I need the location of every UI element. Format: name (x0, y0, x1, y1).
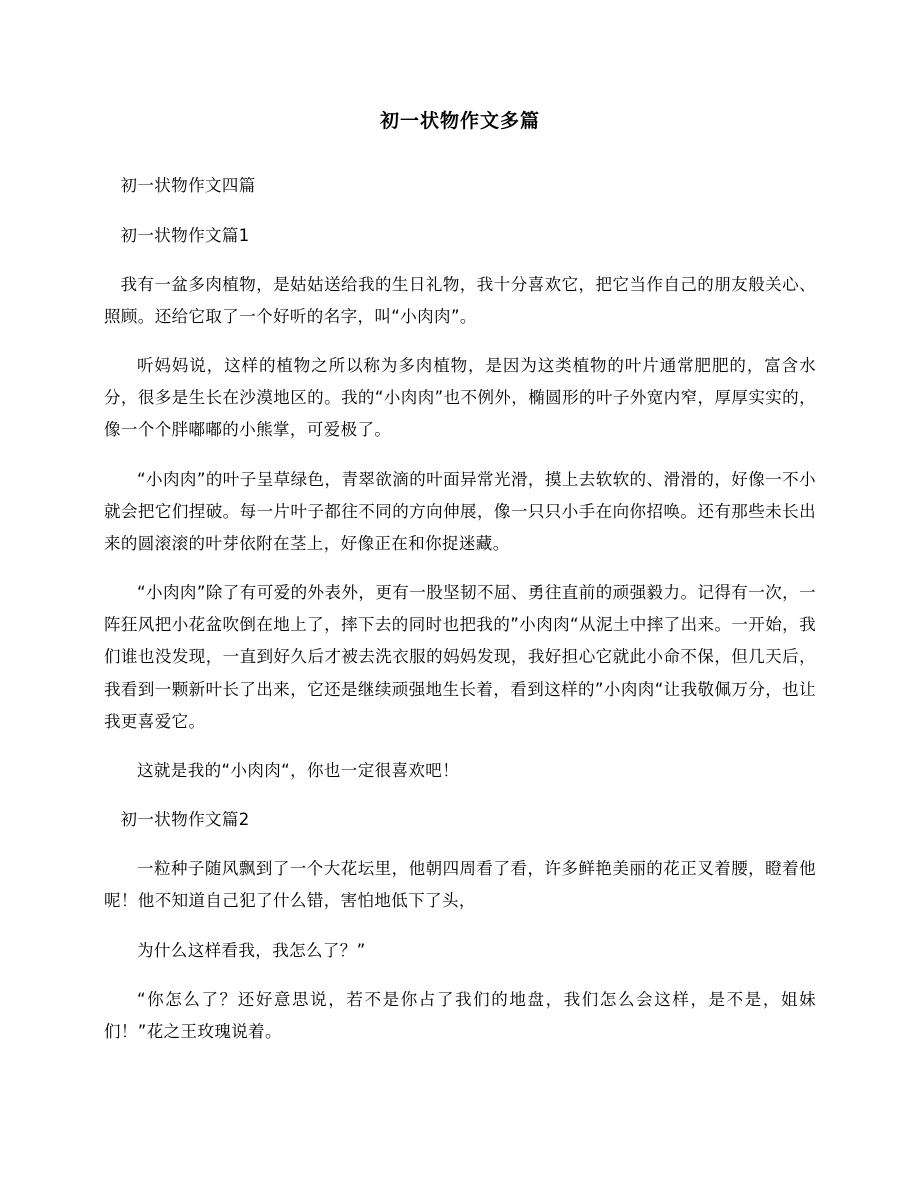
paragraph: 为什么这样看我，我怎么了？” (137, 940, 366, 960)
paragraph: “小肉肉”除了有可爱的外表外，更有一股坚韧不屈、勇往直前的顽强毅力。记得有一次，一阵狂风把小花盆吹倒在地上了，摔下去的同时也把我的”小肉肉“从泥土中摔了出来。一开始，我们谁也没发现，一直到好久后才被去洗衣服的妈妈发现，我好担心它就此小命不保，但几天后，我看到一颗新叶长了出来，它还是继续顽强地生长着，看到这样的”小肉肉“让我敬佩万分，也让我更喜爱它。 (104, 583, 816, 731)
section-heading: 初一状物作文篇1 (120, 225, 250, 245)
paragraph: 这就是我的“小肉肉“，你也一定很喜欢吧！ (137, 760, 460, 780)
section-heading: 初一状物作文篇2 (120, 810, 250, 830)
paragraph: 听妈妈说，这样的植物之所以称为多肉植物，是因为这类植物的叶片通常肥肥的，富含水分，很多是生长在沙漠地区的。我的“小肉肉”也不例外，椭圆形的叶子外宽内窄，厚厚实实的，像一个个胖嘟嘟的小熊掌，可爱极了。 (104, 356, 816, 440)
section-heading: 初一状物作文四篇 (120, 176, 256, 196)
paragraph: “你怎么了？还好意思说，若不是你占了我们的地盘，我们怎么会这样，是不是，姐妹们！”花之王玫瑰说着。 (104, 989, 816, 1041)
paragraph: 一粒种子随风飘到了一个大花坛里，他朝四周看了看，许多鲜艳美丽的花正叉着腰，瞪着他呢！他不知道自己犯了什么错，害怕地低下了头， (104, 859, 816, 911)
paragraph: “小肉肉”的叶子呈草绿色，青翠欲滴的叶面异常光滑，摸上去软软的、滑滑的，好像一不小就会把它们捏破。每一片叶子都往不同的方向伸展，像一只只小手在向你招唤。还有那些未长出来的圆滚滚的叶芽依附在茎上，好像正在和你捉迷藏。 (104, 469, 816, 553)
page-title: 初一状物作文多篇 (379, 110, 540, 132)
paragraph: 我有一盆多肉植物，是姑姑送给我的生日礼物，我十分喜欢它，把它当作自己的朋友般关心、照顾。还给它取了一个好听的名字，叫“小肉肉”。 (104, 274, 816, 326)
document-body (104, 170, 816, 1048)
